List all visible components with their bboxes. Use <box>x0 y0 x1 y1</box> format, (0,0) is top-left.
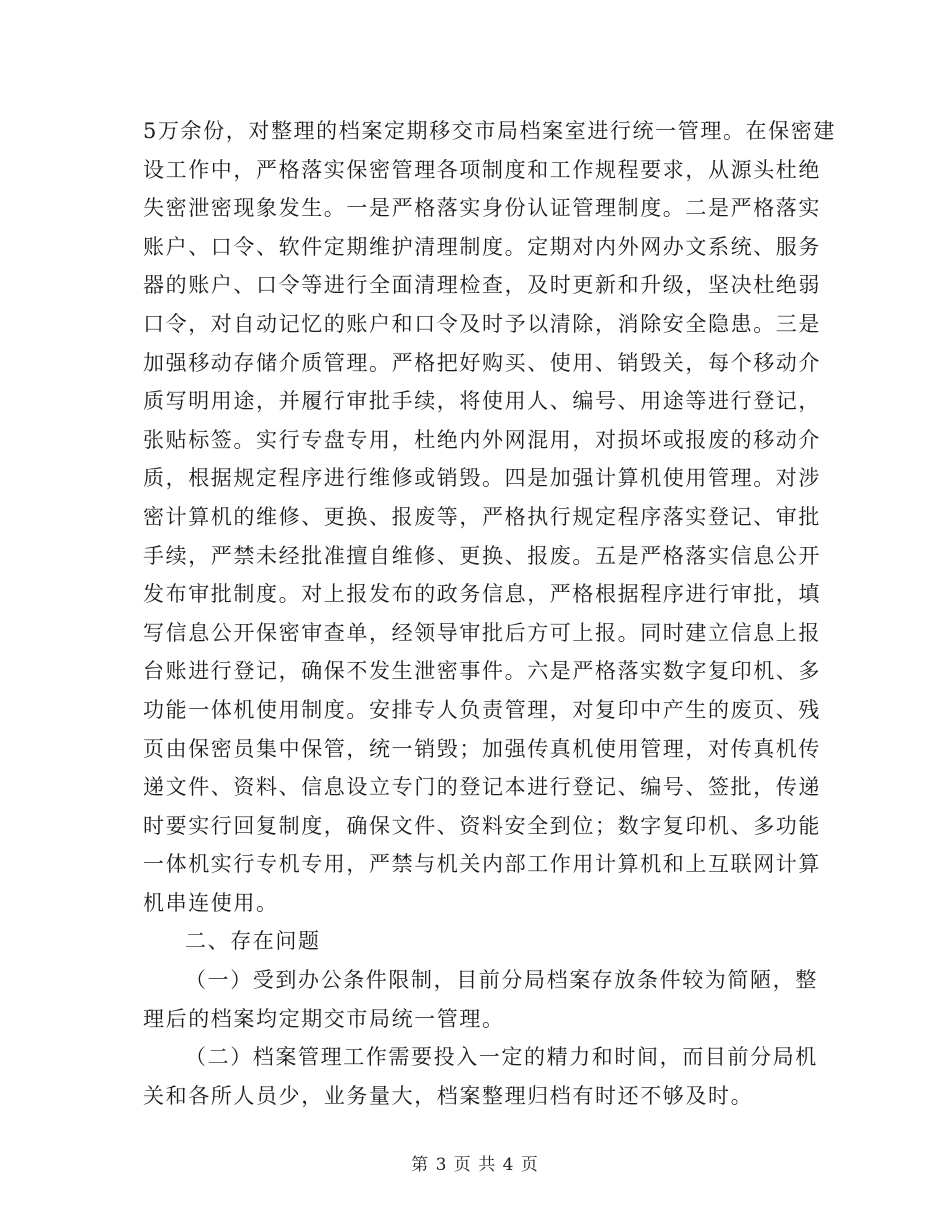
page-footer: 第 3 页 共 4 页 <box>411 1155 539 1175</box>
document-body <box>143 112 836 1115</box>
text-line: 手续，严禁未经批准擅自维修、更换、报废。五是严格落实信息公开 <box>143 543 821 568</box>
text-line: 失密泄密现象发生。一是严格落实身份认证管理制度。二是严格落实 <box>143 196 821 221</box>
text-line: 密计算机的维修、更换、报废等，严格执行规定程序落实登记、审批 <box>143 504 821 529</box>
text-line: 理后的档案均定期交市局统一管理。 <box>143 1006 505 1031</box>
text-line: 写信息公开保密审查单，经领导审批后方可上报。同时建立信息上报 <box>143 620 821 645</box>
text-line: 台账进行登记，确保不发生泄密事件。六是严格落实数字复印机、多 <box>143 659 821 684</box>
text-line: 5万余份，对整理的档案定期移交市局档案室进行统一管理。在保密建 <box>143 119 836 143</box>
text-line: 账户、口令、软件定期维护清理制度。定期对内外网办文系统、服务 <box>143 234 821 259</box>
issue-paragraph-2 <box>143 1038 818 1115</box>
text-line: 页由保密员集中保管，统一销毁；加强传真机使用管理，对传真机传 <box>143 736 821 761</box>
text-line: 加强移动存储介质管理。严格把好购买、使用、销毁关，每个移动介 <box>143 350 821 375</box>
text-line: 递文件、资料、信息设立专门的登记本进行登记、编号、签批，传递 <box>143 775 821 800</box>
text-line: 机串连使用。 <box>143 890 279 915</box>
text-line: 设工作中，严格落实保密管理各项制度和工作规程要求，从源头杜绝 <box>143 157 821 182</box>
text-line: 时要实行回复制度，确保文件、资料安全到位；数字复印机、多功能 <box>143 813 821 838</box>
text-line: 一体机实行专机专用，严禁与机关内部工作用计算机和上互联网计算 <box>143 852 821 877</box>
text-line: 功能一体机使用制度。安排专人负责管理，对复印中产生的废页、残 <box>143 697 821 722</box>
text-line: 张贴标签。实行专盘专用，杜绝内外网混用，对损坏或报废的移动介 <box>143 427 821 452</box>
text-line: 器的账户、口令等进行全面清理检查，及时更新和升级，坚决杜绝弱 <box>143 273 821 298</box>
issue-paragraph-1 <box>143 961 818 1038</box>
text-line: 质，根据规定程序进行维修或销毁。四是加强计算机使用管理。对涉 <box>143 466 821 491</box>
text-line: （二）档案管理工作需要投入一定的精力和时间，而目前分局机 <box>185 1045 818 1070</box>
text-line: 口令，对自动记忆的账户和口令及时予以清除，消除安全隐患。三是 <box>143 311 821 336</box>
text-line: （一）受到办公条件限制，目前分局档案存放条件较为简陋，整 <box>185 968 818 993</box>
text-line: 发布审批制度。对上报发布的政务信息，严格根据程序进行审批，填 <box>143 582 821 607</box>
text-line: 质写明用途，并履行审批手续，将使用人、编号、用途等进行登记， <box>143 389 821 414</box>
text-line: 关和各所人员少，业务量大，档案整理归档有时还不够及时。 <box>143 1083 754 1108</box>
section-heading: 二、存在问题 <box>185 929 321 954</box>
paragraph-main <box>143 112 836 922</box>
